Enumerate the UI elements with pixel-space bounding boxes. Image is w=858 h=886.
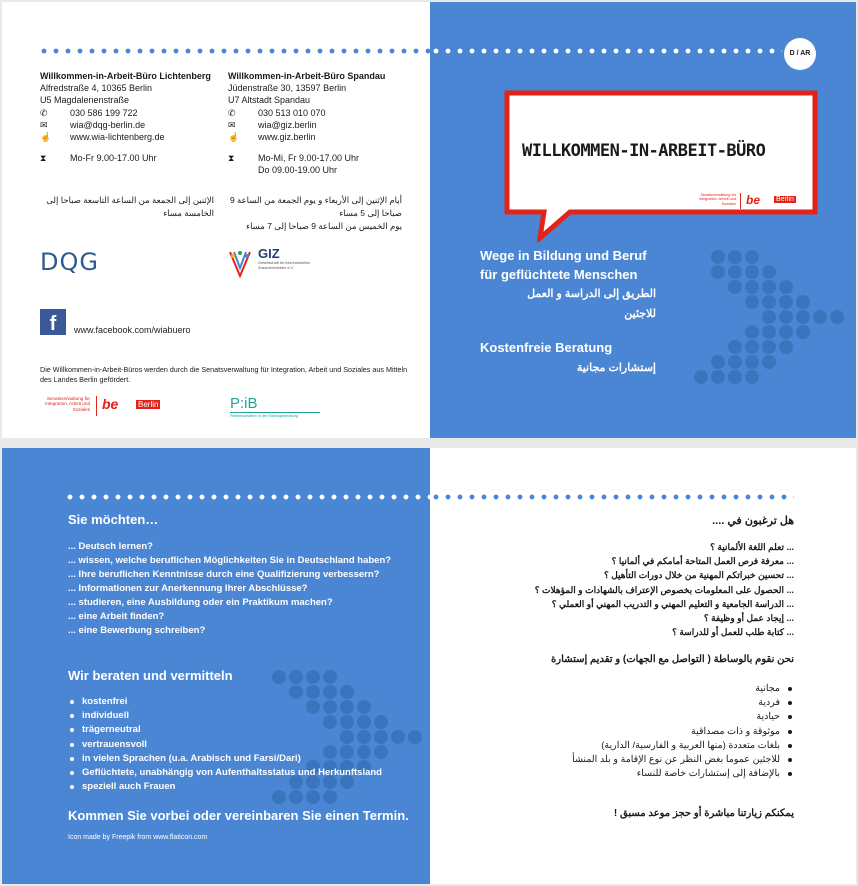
front-cover (430, 2, 856, 438)
dotted-rule (64, 494, 430, 500)
section-title-2-ar: نحن نقوم بالوساطة ( التواصل مع الجهات) و تقديم إستشارة (551, 654, 794, 665)
pib-logo-sub: Partnerschaften in der Bildungsberatung (230, 412, 320, 418)
web-icon: ☝ (40, 132, 52, 143)
cover-title: WILLKOMMEN-IN-ARBEIT-BÜRO (522, 141, 766, 161)
office-transit: U5 Magdalenenstraße (40, 95, 130, 106)
phone-icon: ✆ (228, 107, 236, 118)
cover-senat-logo (694, 193, 804, 211)
office-email[interactable]: wia@giz.berlin (258, 119, 317, 130)
dqg-logo (40, 248, 99, 276)
dot-mark (272, 670, 286, 684)
list-item: بلغات متعددة (منها العربية و الفارسية/ الدارية) (470, 739, 794, 753)
bullet-list-ar (470, 682, 794, 781)
giz-logo (228, 248, 318, 280)
hourglass-icon: ⧗ (228, 153, 235, 164)
office-hours-ar (224, 194, 402, 233)
list-item: Geflüchtete, unabhängig von Aufenthaltsstatus und Herkunftsland (68, 766, 418, 780)
office-hours-ar-2: يوم الخميس من الساعة 9 صباحا إلى 7 مساء (246, 221, 402, 231)
dot-mark (779, 280, 793, 294)
heading-ar-2: للاجئين (624, 308, 656, 320)
dot-mark (711, 370, 725, 384)
office-web[interactable]: www.wia-lichtenberg.de (70, 132, 165, 143)
dot-mark (796, 325, 810, 339)
dot-mark (745, 295, 759, 309)
office-email[interactable]: wia@dqg-berlin.de (70, 119, 146, 130)
office-hours-ar-1: أيام الإثنين إلى الأربعاء و يوم الجمعة من الساعة 9 صباحا إلى 5 مساء (229, 195, 402, 218)
senat-logo-text: Senatsverwaltung für Integration, Arbeit und Soziales (45, 396, 90, 412)
dot-mark (779, 340, 793, 354)
office-name: Willkommen-in-Arbeit-Büro Lichtenberg (40, 71, 211, 81)
dot-arrow-graphic (694, 250, 824, 380)
cover-senat-text: Senatsverwaltung für Integration, Arbeit und Soziales (698, 193, 736, 206)
call-to-action: Kommen Sie vorbei oder vereinbaren Sie einen Termin. (68, 808, 409, 823)
dot-mark (813, 310, 827, 324)
dot-mark (728, 370, 742, 384)
dot-mark (711, 250, 725, 264)
office-hours: Mo-Mi, Fr 9.00-17.00 Uhr (258, 153, 360, 164)
bullet-list (68, 695, 418, 794)
list-item: ... wissen, welche beruflichen Möglichkeiten Sie in Deutschland haben? (68, 555, 392, 566)
dot-mark (762, 280, 776, 294)
call-to-action-ar: يمكنكم زيارتنا مباشرة أو حجز موعد مسبق ! (613, 808, 794, 819)
funding-note: Die Willkommen-in-Arbeit-Büros werden durch die Senatsverwaltung für Integration, Arbeit und Soziales aus Mitteln des Landes Berlin gefördert. (40, 365, 408, 384)
list-item: ... معرفة فرص العمل المتاحة أمامكم في ألمانيا ؟ (611, 556, 794, 567)
section-title: Sie möchten… (68, 512, 159, 527)
dot-mark (728, 250, 742, 264)
dot-mark (728, 340, 742, 354)
list-item: in vielen Sprachen (u.a. Arabisch und Farsi/Dari) (68, 752, 418, 766)
heading-de-2: für geflüchtete Menschen (480, 267, 638, 282)
language-badge (784, 38, 816, 70)
senat-logo (40, 396, 170, 420)
dot-mark (745, 280, 759, 294)
dot-mark (711, 265, 725, 279)
dot-mark (796, 295, 810, 309)
dot-mark (745, 325, 759, 339)
dot-mark (830, 310, 844, 324)
list-item: ... إيجاد عمل أو وظيفة ؟ (703, 613, 794, 624)
inside-right-panel (430, 448, 856, 884)
list-item: individuell (68, 709, 418, 723)
be-berlin-be: be (746, 193, 761, 207)
dot-mark (323, 670, 337, 684)
hourglass-icon: ⧗ (40, 153, 47, 164)
sub-heading-ar: إستشارات مجانية (576, 362, 656, 374)
list-item: مجانية (470, 682, 794, 696)
sub-heading-de: Kostenfreie Beratung (480, 340, 613, 355)
dot-mark (745, 355, 759, 369)
language-badge-text: D / AR (789, 50, 811, 57)
list-item: للاجئين عموما بغض النظر عن نوع الإقامة و بلد المنشأ (470, 753, 794, 767)
list-item: ... Informationen zur Anerkennung Ihrer Abschlüsse? (68, 583, 308, 594)
dot-mark (745, 340, 759, 354)
dot-mark (762, 340, 776, 354)
list-item: ... Ihre beruflichen Kenntnisse durch eine Qualifizierung verbessern? (68, 569, 380, 580)
giz-logo-text: GIZ (258, 246, 280, 261)
facebook-icon[interactable]: f (40, 309, 66, 335)
list-item: kostenfrei (68, 695, 418, 709)
dot-mark (745, 370, 759, 384)
list-item: ... eine Bewerbung schreiben? (68, 625, 206, 636)
list-item: vertrauensvoll (68, 738, 418, 752)
phone-icon: ✆ (40, 107, 48, 118)
list-item: بالإضافة إلى إستشارات خاصة للنساء (470, 767, 794, 781)
dot-mark (762, 295, 776, 309)
dot-mark (728, 280, 742, 294)
dot-mark (289, 670, 303, 684)
dotted-rule (430, 48, 782, 54)
office-hours-ar: الإثنين إلى الجمعة من الساعة التاسعة صباحا إلى الخامسة مساء (46, 195, 214, 218)
dot-mark (762, 355, 776, 369)
office-lichtenberg (40, 70, 225, 164)
list-item: موثوقة و ذات مصداقية (470, 725, 794, 739)
email-icon: ✉ (40, 119, 48, 130)
dot-mark (728, 355, 742, 369)
office-phone: 030 513 010 070 (258, 107, 326, 118)
heading-de-1: Wege in Bildung und Beruf (480, 248, 647, 263)
dot-mark (762, 265, 776, 279)
dot-mark (779, 325, 793, 339)
office-street: Jüdenstraße 30, 13597 Berlin (228, 83, 347, 94)
be-berlin-label: Berlin (776, 196, 794, 203)
list-item: ... تحسين خبراتكم المهنية من خلال دورات التأهيل ؟ (603, 570, 794, 581)
list-item: ... كتابة طلب للعمل أو للدراسة ؟ (672, 627, 794, 638)
question-list (68, 540, 418, 638)
email-icon: ✉ (228, 119, 236, 130)
office-street: Alfredstraße 4, 10365 Berlin (40, 83, 153, 94)
icon-credit: Icon made by Freepik from www.flaticon.com (68, 834, 208, 841)
dot-mark (728, 265, 742, 279)
be-berlin-be: be (102, 396, 119, 412)
list-item: ... الدراسة الجامعية و التعليم المهني و التدريب المهني أو العملي ؟ (551, 598, 794, 609)
facebook-link[interactable]: www.facebook.com/wiabuero (74, 325, 191, 335)
giz-emblem-icon (228, 248, 252, 278)
dot-mark (745, 250, 759, 264)
senat-logo-divider (96, 396, 97, 416)
list-item: حيادية (470, 710, 794, 724)
dot-mark (762, 325, 776, 339)
dot-mark (694, 370, 708, 384)
cover-heading (480, 246, 656, 379)
heading-ar-1: الطريق إلى الدراسة و العمل (527, 288, 656, 300)
office-web[interactable]: www.giz.berlin (258, 132, 316, 143)
cover-senat-divider (740, 193, 741, 209)
list-item: ... eine Arbeit finden? (68, 611, 165, 622)
list-item: ... Deutsch lernen? (68, 541, 153, 552)
dotted-rule (38, 48, 430, 54)
giz-logo-sub: Gesellschaft für interkulturelles Zusammenleben e.V. (258, 261, 310, 270)
dot-mark (711, 355, 725, 369)
speech-bubble (504, 90, 818, 242)
be-berlin-label: Berlin (138, 400, 159, 409)
pib-logo (230, 395, 320, 418)
back-panel (2, 2, 430, 438)
dot-mark (779, 295, 793, 309)
dot-mark (762, 310, 776, 324)
dqg-logo-text: DQG (40, 248, 99, 276)
office-name: Willkommen-in-Arbeit-Büro Spandau (228, 71, 386, 81)
section-title-ar: هل ترغبون في .... (712, 515, 794, 527)
inside-left-panel (2, 448, 430, 884)
dotted-rule (430, 494, 794, 500)
office-hours-2: Do 09.00-19.00 Uhr (258, 165, 338, 176)
dot-mark (796, 310, 810, 324)
list-item: ... تعلم اللغة الألمانية ؟ (710, 542, 794, 552)
dot-mark (745, 265, 759, 279)
list-item: فردية (470, 696, 794, 710)
office-transit: U7 Altstadt Spandau (228, 95, 311, 106)
pib-logo-text: P:iB (230, 395, 258, 412)
list-item: speziell auch Frauen (68, 780, 418, 794)
office-hours: Mo-Fr 9.00-17.00 Uhr (70, 153, 157, 164)
question-list-ar (470, 540, 794, 639)
dot-mark (779, 310, 793, 324)
web-icon: ☝ (228, 132, 240, 143)
office-phone: 030 586 199 722 (70, 107, 138, 118)
list-item: ... studieren, eine Ausbildung oder ein Praktikum machen? (68, 597, 333, 608)
list-item: ... الحصول على المعلومات بخصوص الإعتراف بالشهادات و المؤهلات ؟ (534, 584, 794, 595)
section-title-2: Wir beraten und vermitteln (68, 668, 233, 683)
dot-mark (306, 670, 320, 684)
list-item: trägerneutral (68, 723, 418, 737)
office-spandau (228, 70, 418, 177)
